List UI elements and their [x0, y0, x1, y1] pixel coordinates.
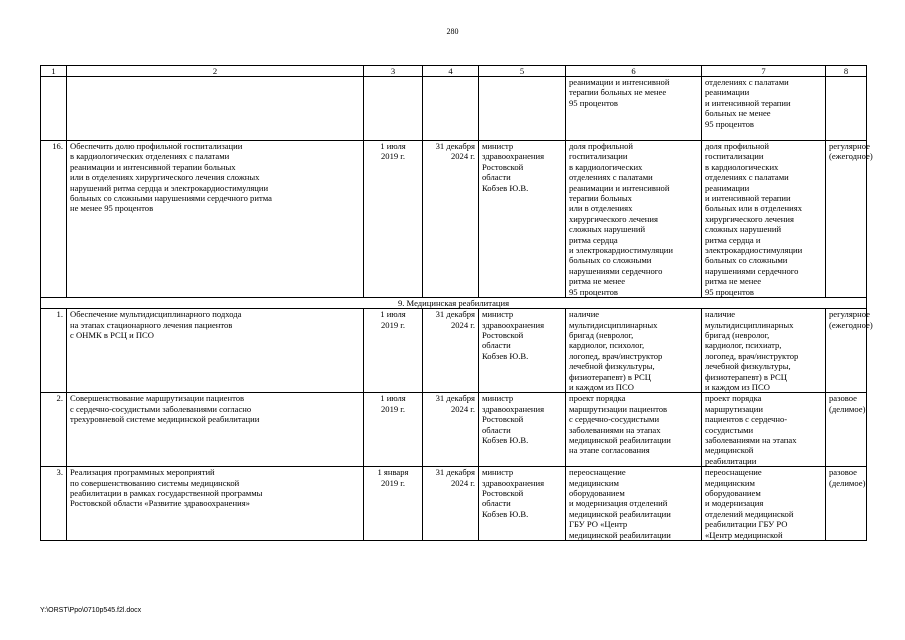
- task-text-line: по совершенствованию системы медицинской: [70, 477, 240, 488]
- responsible-person-line: министр: [482, 141, 514, 151]
- indicator-text-line: переоснащение: [705, 467, 762, 478]
- start-date-line: 1 июля: [380, 393, 406, 404]
- responsible-person-line: министр: [482, 309, 514, 320]
- responsible-person-line: Кобзев Ю.В.: [482, 182, 529, 193]
- column-number: 8: [826, 66, 867, 77]
- indicator-text-line: ритма сердца и: [705, 234, 761, 245]
- indicator-text-line: отделений медицинской: [705, 508, 794, 519]
- task-text-line: реанимации и интенсивной терапии больных: [70, 161, 236, 172]
- responsible-person-line: области: [482, 498, 511, 509]
- table-row: [41, 141, 867, 298]
- start-date-line: 2019 г.: [380, 151, 406, 162]
- cell-end: [423, 77, 479, 141]
- start-date-line: 1 июля: [380, 141, 406, 151]
- indicator-text-line: бригад (невролог,: [705, 329, 770, 340]
- end-date: [423, 309, 479, 393]
- start-date-line: 1 июля: [380, 309, 406, 320]
- expected-result-line: на этапе согласования: [569, 445, 650, 456]
- expected-result-line: доля профильной: [569, 141, 634, 151]
- column-number: 7: [702, 66, 826, 77]
- indicator-text-line: реабилитации ГБУ РО: [705, 519, 788, 530]
- end-date-line: 31 декабря: [435, 141, 475, 151]
- cell-result-line: 95 процентов: [569, 97, 618, 108]
- event-type-line: регулярное: [829, 141, 870, 151]
- start-date-line: 2019 г.: [380, 319, 406, 330]
- indicator-text-line: оборудованием: [705, 488, 761, 498]
- event-type-line: (делимое): [829, 403, 866, 414]
- responsible-person-line: Ростовской: [482, 161, 524, 172]
- indicator-text: [702, 309, 826, 393]
- responsible-person: [479, 393, 566, 467]
- end-date-line: 31 декабря: [435, 393, 475, 404]
- expected-result-line: 95 процентов: [569, 286, 618, 297]
- expected-result-line: реанимации и интенсивной: [569, 182, 670, 193]
- cell-indicator-line: больных не менее: [705, 108, 771, 119]
- indicator-text-line: и интенсивной терапии: [705, 193, 791, 204]
- cell-indicator-line: 95 процентов: [705, 118, 754, 129]
- start-date: [364, 393, 423, 467]
- indicator-text-line: доля профильной: [705, 141, 770, 151]
- indicator-text-line: и модернизация: [705, 498, 764, 509]
- task-text-line: Ростовской области «Развитие здравоохранения»: [70, 498, 250, 509]
- indicator-text: [702, 467, 826, 541]
- cell-indicator-line: реанимации: [705, 87, 750, 98]
- task-text-line: с сердечно-сосудистыми заболеваниями согласно: [70, 403, 252, 414]
- expected-result-line: с сердечно-сосудистыми: [569, 414, 660, 425]
- cell-resp: [479, 77, 566, 141]
- indicator-text-line: 95 процентов: [705, 286, 754, 297]
- expected-result-line: госпитализации: [569, 151, 628, 162]
- expected-result-line: лечебной физкультуры,: [569, 361, 655, 372]
- section-row: [41, 298, 867, 309]
- event-type-line: (делимое): [829, 477, 866, 488]
- indicator-text-line: медицинской: [705, 445, 754, 456]
- expected-result-line: и каждом из ПСО: [569, 381, 634, 392]
- task-text-line: в кардиологических отделениях с палатами: [70, 151, 230, 162]
- page-number: 280: [446, 27, 459, 36]
- row-number: 2.: [41, 393, 67, 467]
- responsible-person-line: здравоохранения: [482, 319, 545, 330]
- indicator-text: [702, 141, 826, 298]
- expected-result-line: физиотерапевт) в РСЦ: [569, 371, 651, 382]
- row-number: 1.: [41, 309, 67, 393]
- expected-result: [566, 393, 702, 467]
- responsible-person-line: области: [482, 172, 511, 183]
- indicator-text-line: сложных нарушений: [705, 224, 782, 235]
- expected-result-line: заболеваниями на этапах: [569, 424, 661, 435]
- indicator-text-line: реабилитации: [705, 455, 757, 466]
- expected-result-line: нарушениями сердечного: [569, 265, 663, 276]
- event-type-line: регулярное: [829, 309, 870, 320]
- indicator-text-line: больных или в отделениях: [705, 203, 802, 214]
- expected-result-line: маршрутизации пациентов: [569, 403, 668, 414]
- end-date: [423, 393, 479, 467]
- task-text: [67, 467, 364, 541]
- expected-result-line: бригад (невролог,: [569, 329, 634, 340]
- responsible-person-line: Ростовской: [482, 488, 524, 498]
- expected-result-line: терапии больных: [569, 193, 632, 204]
- table-row: [41, 467, 867, 541]
- responsible-person-line: области: [482, 340, 511, 351]
- event-type-line: разовое: [829, 393, 857, 404]
- event-type: [826, 467, 867, 541]
- cell-start: [364, 77, 423, 141]
- indicator-text-line: проект порядка: [705, 393, 762, 404]
- indicator-text: [702, 393, 826, 467]
- indicator-text-line: госпитализации: [705, 151, 764, 162]
- responsible-person-line: здравоохранения: [482, 477, 545, 488]
- indicator-text-line: логопед, врач/инструктор: [705, 350, 799, 361]
- table-row: [41, 309, 867, 393]
- end-date-line: 2024 г.: [450, 477, 475, 488]
- cell-indicator-line: и интенсивной терапии: [705, 97, 791, 108]
- event-type: [826, 309, 873, 393]
- indicator-text-line: кардиолог, психиатр,: [705, 340, 782, 351]
- end-date: [423, 141, 479, 298]
- responsible-person-line: Ростовской: [482, 329, 524, 340]
- expected-result-line: логопед, врач/инструктор: [569, 350, 663, 361]
- expected-result-line: и электрокардиостимуляции: [569, 245, 673, 256]
- column-number: 5: [479, 66, 566, 77]
- expected-result: [566, 467, 702, 541]
- expected-result-line: медицинской реабилитации: [569, 434, 671, 445]
- event-type-line: разовое: [829, 467, 857, 478]
- expected-result-line: медицинской реабилитации: [569, 529, 671, 540]
- start-date: [364, 467, 423, 541]
- column-number: 1: [41, 66, 67, 77]
- responsible-person-line: здравоохранения: [482, 151, 545, 162]
- indicator-text-line: пациентов с сердечно-: [705, 414, 788, 425]
- task-text-line: Совершенствование маршрутизации пациентов: [70, 393, 245, 404]
- indicator-text-line: маршрутизации: [705, 403, 763, 414]
- indicator-text-line: ритма не менее: [705, 276, 762, 287]
- cell-indicator-line: отделениях с палатами: [705, 77, 789, 87]
- responsible-person: [479, 141, 566, 298]
- expected-result-line: ритма сердца: [569, 234, 618, 245]
- task-text: [67, 141, 364, 298]
- expected-result-line: ГБУ РО «Центр: [569, 519, 628, 530]
- event-type-line: (ежегодное): [829, 319, 873, 330]
- indicator-text-line: лечебной физкультуры,: [705, 361, 791, 372]
- task-text-line: Обеспечить долю профильной госпитализации: [70, 141, 243, 151]
- end-date-line: 2024 г.: [450, 151, 475, 162]
- expected-result-line: медицинским: [569, 477, 619, 488]
- table-row: [41, 393, 867, 467]
- expected-result-line: сложных нарушений: [569, 224, 646, 235]
- cell-result: [566, 77, 702, 141]
- expected-result-line: переоснащение: [569, 467, 626, 478]
- event-type-line: (ежегодное): [829, 151, 873, 162]
- responsible-person-line: здравоохранения: [482, 403, 545, 414]
- indicator-text-line: физиотерапевт) в РСЦ: [705, 371, 787, 382]
- row-number: 3.: [41, 467, 67, 541]
- start-date: [364, 141, 423, 298]
- indicator-text-line: больных со сложными: [705, 255, 788, 266]
- task-text-line: Обеспечение мультидисциплинарного подхода: [70, 309, 242, 320]
- task-text-line: или в отделениях хирургического лечения сложных: [70, 172, 260, 183]
- end-date: [423, 467, 479, 541]
- column-number: 6: [566, 66, 702, 77]
- task-text-line: на этапах стационарного лечения пациентов: [70, 319, 233, 330]
- row-number: 16.: [41, 141, 67, 298]
- responsible-person: [479, 309, 566, 393]
- task-text: [67, 393, 364, 467]
- start-date-line: 2019 г.: [380, 477, 406, 488]
- cell-num: [41, 77, 67, 141]
- expected-result-line: медицинской реабилитации: [569, 508, 671, 519]
- end-date-line: 31 декабря: [435, 309, 475, 320]
- event-type: [826, 141, 873, 298]
- task-text-line: реабилитации в рамках государственной программы: [70, 488, 263, 498]
- expected-result: [566, 141, 702, 298]
- continuation-row: [41, 77, 867, 141]
- task-text-line: не менее 95 процентов: [70, 203, 154, 214]
- responsible-person-line: Кобзев Ю.В.: [482, 508, 529, 519]
- responsible-person-line: Кобзев Ю.В.: [482, 350, 529, 361]
- indicator-text-line: хирургического лечения: [705, 213, 794, 224]
- expected-result-line: оборудованием: [569, 488, 625, 498]
- indicator-text-line: в кардиологических: [705, 161, 779, 172]
- column-number: 4: [423, 66, 479, 77]
- expected-result-line: и модернизация отделений: [569, 498, 668, 509]
- column-number: 2: [67, 66, 364, 77]
- cell-type: [826, 77, 867, 141]
- indicator-text-line: реанимации: [705, 182, 750, 193]
- responsible-person-line: области: [482, 424, 511, 435]
- expected-result-line: ритма не менее: [569, 276, 626, 287]
- expected-result-line: больных со сложными: [569, 255, 652, 266]
- task-text: [67, 309, 364, 393]
- responsible-person-line: министр: [482, 467, 514, 478]
- task-text-line: больных со сложными нарушениями сердечного ритма: [70, 193, 272, 204]
- cell-indicator: [702, 77, 826, 141]
- event-type: [826, 393, 867, 467]
- responsible-person-line: Кобзев Ю.В.: [482, 434, 529, 445]
- responsible-person: [479, 467, 566, 541]
- plan-table: [40, 65, 873, 541]
- end-date-line: 2024 г.: [450, 403, 475, 414]
- indicator-text-line: наличие: [705, 309, 736, 320]
- cell-task: [67, 77, 364, 141]
- expected-result-line: кардиолог, психолог,: [569, 340, 645, 351]
- end-date-line: 2024 г.: [450, 319, 475, 330]
- start-date: [364, 309, 423, 393]
- task-text-line: с ОНМК в РСЦ и ПСО: [70, 329, 154, 340]
- task-text-line: нарушений ритма сердца и электрокардиостимуляции: [70, 182, 269, 193]
- indicator-text-line: медицинским: [705, 477, 755, 488]
- indicator-text-line: электрокардиостимуляции: [705, 245, 803, 256]
- expected-result: [566, 309, 702, 393]
- expected-result-line: отделениях с палатами: [569, 172, 653, 183]
- expected-result-line: в кардиологических: [569, 161, 643, 172]
- section-title: 9. Медицинская реабилитация: [41, 298, 867, 309]
- indicator-text-line: заболеваниями на этапах: [705, 434, 797, 445]
- start-date-line: 2019 г.: [380, 403, 406, 414]
- responsible-person-line: министр: [482, 393, 514, 404]
- indicator-text-line: отделениях с палатами: [705, 172, 789, 183]
- task-text-line: трехуровневой системе медицинской реабилитации: [70, 414, 260, 425]
- start-date-line: 1 января: [377, 467, 409, 478]
- responsible-person-line: Ростовской: [482, 414, 524, 425]
- column-number: 3: [364, 66, 423, 77]
- end-date-line: 31 декабря: [435, 467, 475, 478]
- expected-result-line: наличие: [569, 309, 600, 320]
- column-number-row: [41, 66, 867, 77]
- expected-result-line: хирургического лечения: [569, 213, 658, 224]
- indicator-text-line: «Центр медицинской: [705, 529, 783, 540]
- indicator-text-line: нарушениями сердечного: [705, 265, 799, 276]
- expected-result-line: или в отделениях: [569, 203, 633, 214]
- cell-result-line: реанимации и интенсивной: [569, 77, 670, 87]
- cell-result-line: терапии больных не менее: [569, 87, 667, 98]
- expected-result-line: проект порядка: [569, 393, 626, 404]
- expected-result-line: мультидисциплинарных: [569, 319, 658, 330]
- indicator-text-line: мультидисциплинарных: [705, 319, 794, 330]
- indicator-text-line: и каждом из ПСО: [705, 381, 770, 392]
- indicator-text-line: сосудистыми: [705, 424, 754, 435]
- task-text-line: Реализация программных мероприятий: [70, 467, 215, 478]
- file-path-footer: Y:\ORST\Ppo\0710p545.f2l.docx: [40, 607, 142, 614]
